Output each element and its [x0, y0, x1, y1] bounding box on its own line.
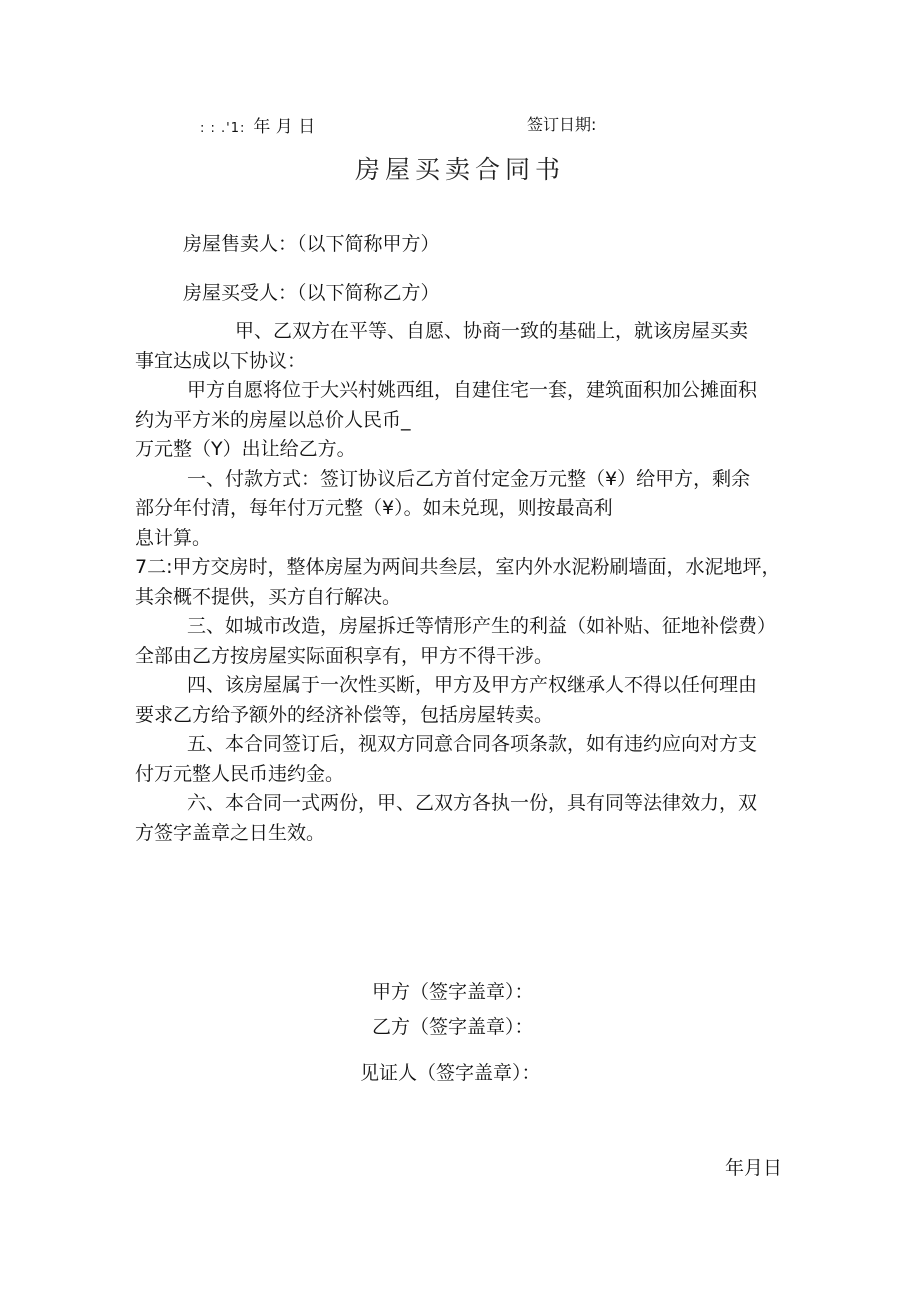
intro-line-2: 事宜达成以下协议：: [135, 349, 307, 372]
sign-date-label: 签订日期:: [527, 115, 597, 134]
clause-3-line-2: 全部由乙方按房屋实际面积享有，甲方不得干涉。: [135, 644, 554, 667]
clause-1-line-3: 息计算。: [135, 526, 212, 549]
clause-2-line-1: 7二:甲方交房时，整体房屋为两间共叁层，室内外水泥粉刷墙面，水泥地坪，: [135, 556, 781, 578]
clause-2-line-2: 其余概不提供，买方自行解决。: [135, 585, 402, 608]
clause-5-line-1: 五、本合同签订后，视双方同意合同各项条款，如有违约应向对方支: [187, 733, 758, 755]
clause-6-line-1: 六、本合同一式两份，甲、乙双方各执一份，具有同等法律效力，双: [187, 792, 758, 814]
document-title: 房屋买卖合同书: [354, 155, 565, 184]
footer-date: 年月日: [725, 1157, 783, 1179]
clause-1-line-2: 部分年付清，每年付万元整（¥）。如未兑现，则按最高利: [135, 497, 613, 519]
clause-4-line-1: 四、该房屋属于一次性买断，甲方及甲方产权继承人不得以任何理由: [187, 674, 758, 696]
witness-signature: 见证人（签字盖章）：: [360, 1062, 541, 1084]
clause-1-line-1: 一、付款方式：签订协议后乙方首付定金万元整（¥）给甲方，剩余: [187, 467, 751, 490]
paragraph-1-line-2: 约为平方米的房屋以总价人民币_: [135, 408, 411, 431]
clause-3-line-1: 三、如城市改造，房屋拆迁等情形产生的利益（如补贴、征地补偿费）: [187, 615, 777, 637]
paragraph-1-line-1: 甲方自愿将位于大兴村姚西组，自建住宅一套，建筑面积加公摊面积: [187, 379, 758, 401]
intro-line-1: 甲、乙双方在平等、自愿、协商一致的基础上，就该房屋买卖: [235, 320, 749, 342]
buyer-line: 房屋买受人：（以下简称乙方）: [183, 282, 440, 304]
clause-6-line-2: 方签字盖章之日生效。: [135, 821, 326, 844]
header-stray-marks: : : .'1:: [200, 121, 246, 136]
contract-body: [135, 317, 790, 848]
party-a-signature: 甲方（签字盖章）：: [372, 981, 534, 1003]
header-date: [200, 112, 315, 137]
party-b-signature: 乙方（签字盖章）：: [372, 1016, 534, 1038]
paragraph-1-line-3: 万元整（Y）出让给乙方。: [135, 438, 356, 460]
seller-line: 房屋售卖人：（以下简称甲方）: [183, 233, 440, 255]
clause-4-line-2: 要求乙方给予额外的经济补偿等，包括房屋转卖。: [135, 703, 554, 726]
clause-5-line-2: 付万元整人民币违约金。: [135, 762, 345, 785]
header-date-label: 年 月 日: [253, 117, 316, 137]
